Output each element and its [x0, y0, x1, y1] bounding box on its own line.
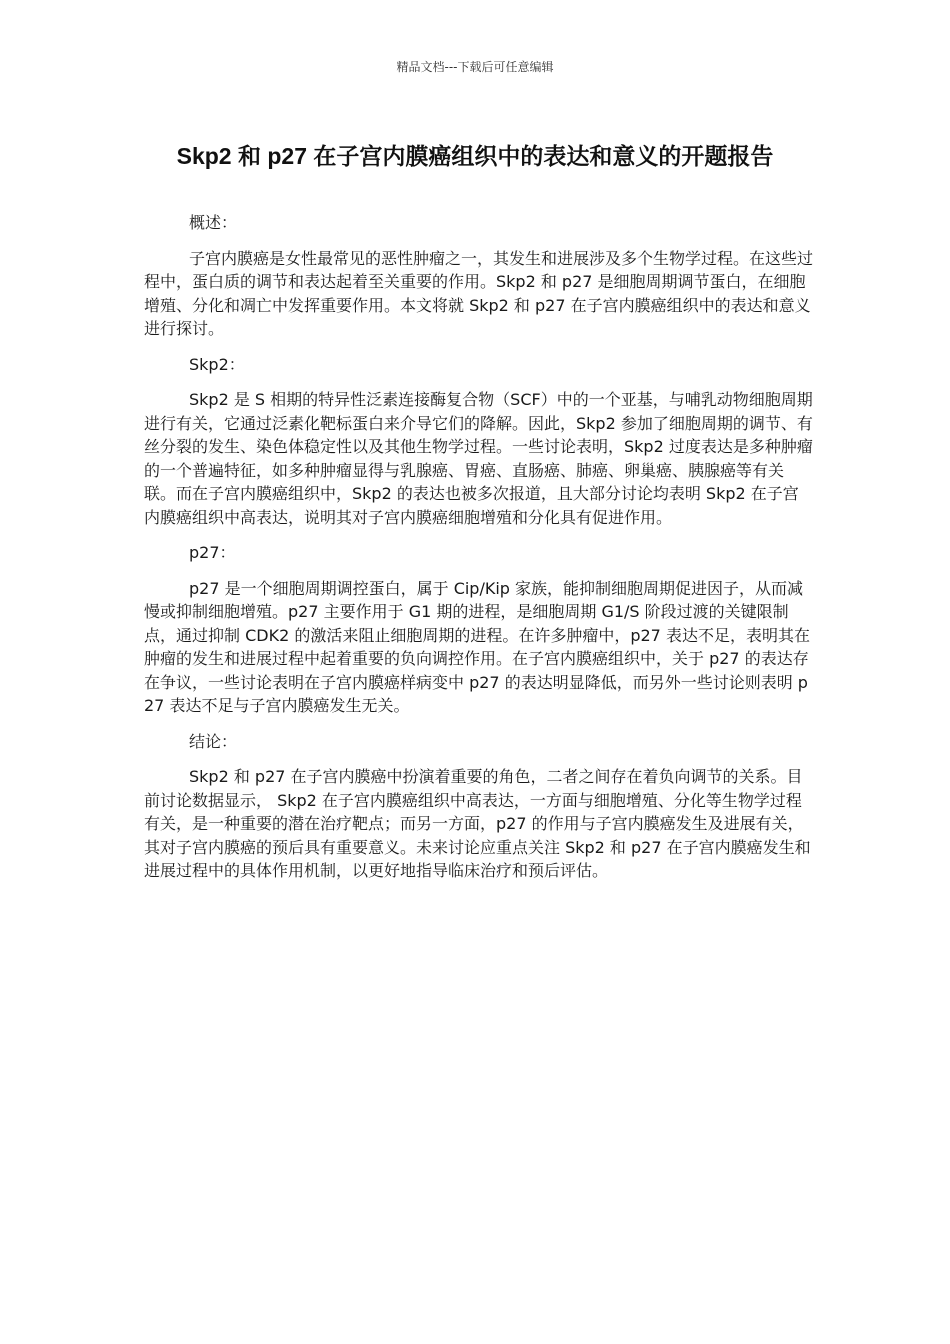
section-body-conclusion: Skp2 和 p27 在子宫内膜癌中扮演着重要的角色，二者之间存在着负向调节的关系。目前讨论数据显示， Skp2 在子宫内膜癌组织中高表达，一方面与细胞增殖、分化等生物学过程有关，是一种重要的潜在治疗靶点；而另一方面，p27 的作用与子宫内膜癌发生及进展有关，其对子宫内膜癌的预后具有重要意义。未来讨论应重点关注 Skp2 和 p27 在子宫内膜癌发生和进展过程中的具体作用机制，以更好地指导临床治疗和预后评估。	[144, 767, 811, 880]
section-body-skp2: Skp2 是 S 相期的特异性泛素连接酶复合物（SCF）中的一个亚基，与哺乳动物细胞周期进行有关，它通过泛素化靶标蛋白来介导它们的降解。因此，Skp2 参加了细胞周期的调节、有丝分裂的发生、染色体稳定性以及其他生物学过程。一些讨论表明，Skp2 过度表达是多种肿瘤的一个普遍特征，如多种肿瘤显得与乳腺癌、胃癌、直肠癌、肺癌、卵巢癌、胰腺癌等有关联。而在子宫内膜癌组织中，Skp2 的表达也被多次报道，且大部分讨论均表明 Skp2 在子宫内膜癌组织中高表达，说明其对子宫内膜癌细胞增殖和分化具有促进作用。	[144, 390, 813, 527]
section-heading-p27: p27：	[189, 543, 236, 562]
document-body	[144, 211, 814, 895]
section-heading-conclusion: 结论：	[189, 731, 238, 751]
document-title: Skp2 和 p27 在子宫内膜癌组织中的表达和意义的开题报告	[176, 143, 774, 169]
header-note: 精品文档---下载后可任意编辑	[396, 60, 554, 74]
section-body-p27: p27 是一个细胞周期调控蛋白，属于 Cip/Kip 家族，能抑制细胞周期促进因子，从而减慢或抑制细胞增殖。p27 主要作用于 G1 期的进程，是细胞周期 G1/S 阶段过渡的关键限制点，通过抑制 CDK2 的激活来阻止细胞周期的进程。在许多肿瘤中，p27 表达不足，表明其在肿瘤的发生和进展过程中起着重要的负向调控作用。在子宫内膜癌组织中，关于 p27 的表达存在争议，一些讨论表明在子宫内膜癌样病变中 p27 的表达明显降低，而另外一些讨论则表明 p27 表达不足与子宫内膜癌发生无关。	[144, 578, 810, 715]
section-heading-overview: 概述：	[189, 213, 238, 232]
section-heading-skp2: Skp2：	[189, 354, 245, 374]
section-body-overview: 子宫内膜癌是女性最常见的恶性肿瘤之一，其发生和进展涉及多个生物学过程。在这些过程中，蛋白质的调节和表达起着至关重要的作用。Skp2 和 p27 是细胞周期调节蛋白，在细胞增殖、分化和凋亡中发挥重要作用。本文将就 Skp2 和 p27 在子宫内膜癌组织中的表达和意义进行探讨。	[144, 248, 814, 338]
